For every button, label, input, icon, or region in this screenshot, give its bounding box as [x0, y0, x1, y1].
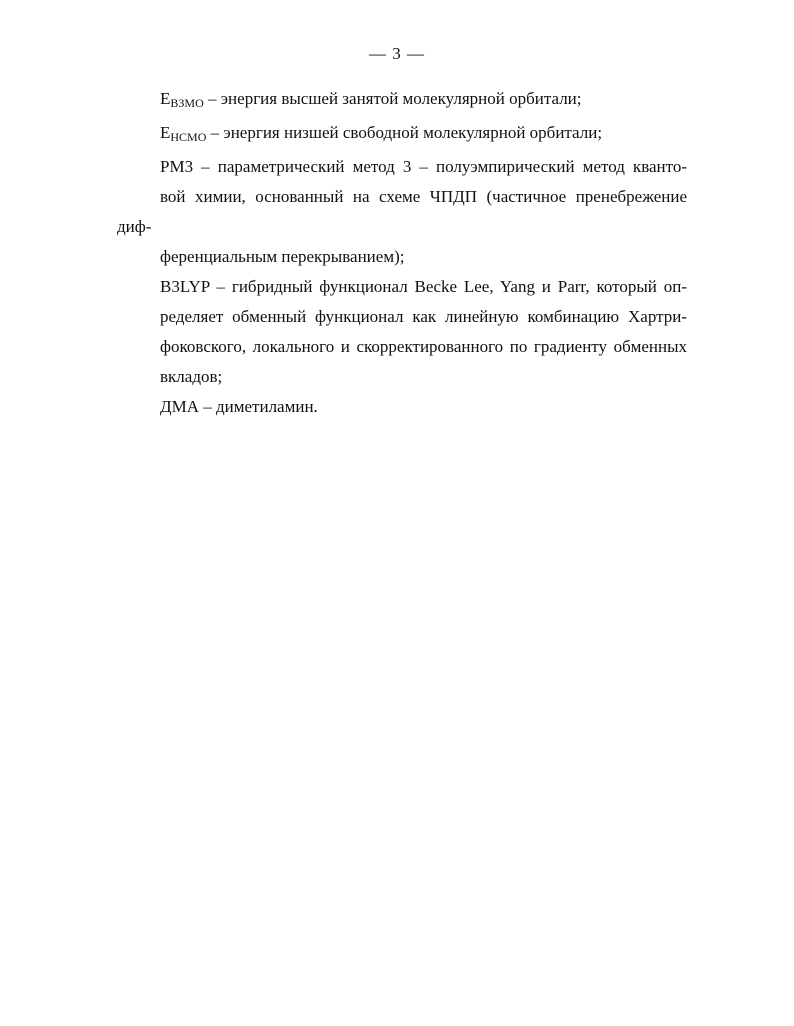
page-number: — 3 —: [369, 44, 425, 63]
abbreviation-line: вой химии, основанный на схеме ЧПДП (частичное пренебрежение диф-: [117, 187, 687, 236]
abbreviation-entry-ezmo: [117, 84, 687, 118]
abbreviation-line: ределяет обменный функционал как линейную комбинацию Хартри-: [160, 307, 687, 326]
abbreviation-dash: –: [210, 123, 220, 142]
abbreviation-definition: параметрический метод 3 – полуэмпирический метод кванто-: [217, 157, 688, 176]
abbreviation-dash: –: [201, 157, 210, 176]
abbreviation-entry-dma: [117, 392, 687, 422]
abbreviation-line: фоковского, локального и скорректированного по градиенту обменных: [160, 337, 687, 356]
abbreviation-subscript: ВЗМО: [170, 96, 204, 110]
abbreviation-dash: –: [208, 89, 217, 108]
abbreviation-term: ДМА: [160, 397, 199, 416]
abbreviation-symbol: E: [160, 89, 171, 108]
abbreviation-line: [117, 392, 687, 422]
abbreviation-line: ференциальным перекрыванием);: [160, 247, 405, 266]
abbreviation-subscript: НСМО: [170, 130, 207, 144]
abbreviation-term: PM3: [160, 157, 194, 176]
abbreviation-definition: энергия низшей свободной молекулярной орбитали;: [223, 123, 603, 142]
abbreviation-line: [117, 84, 687, 118]
abbreviation-definition: диметиламин.: [216, 397, 318, 416]
abbreviation-line: [117, 118, 687, 152]
abbreviation-entry-b3lyp: [117, 272, 687, 392]
abbreviations-list: [117, 84, 687, 422]
abbreviation-line: [117, 272, 687, 302]
abbreviation-term: B3LYP: [160, 277, 210, 296]
abbreviation-symbol: E: [160, 123, 171, 142]
abbreviation-entry-pm3: [117, 152, 687, 272]
abbreviation-dash: –: [203, 397, 212, 416]
abbreviation-dash: –: [216, 277, 225, 296]
abbreviation-entry-esmo: [117, 118, 687, 152]
abbreviation-definition: энергия высшей занятой молекулярной орбитали;: [220, 89, 582, 108]
abbreviation-definition: гибридный функционал Becke Lee, Yang и Parr, который оп-: [231, 277, 688, 296]
abbreviation-line: вкладов;: [160, 367, 223, 386]
abbreviation-line: [117, 152, 687, 182]
